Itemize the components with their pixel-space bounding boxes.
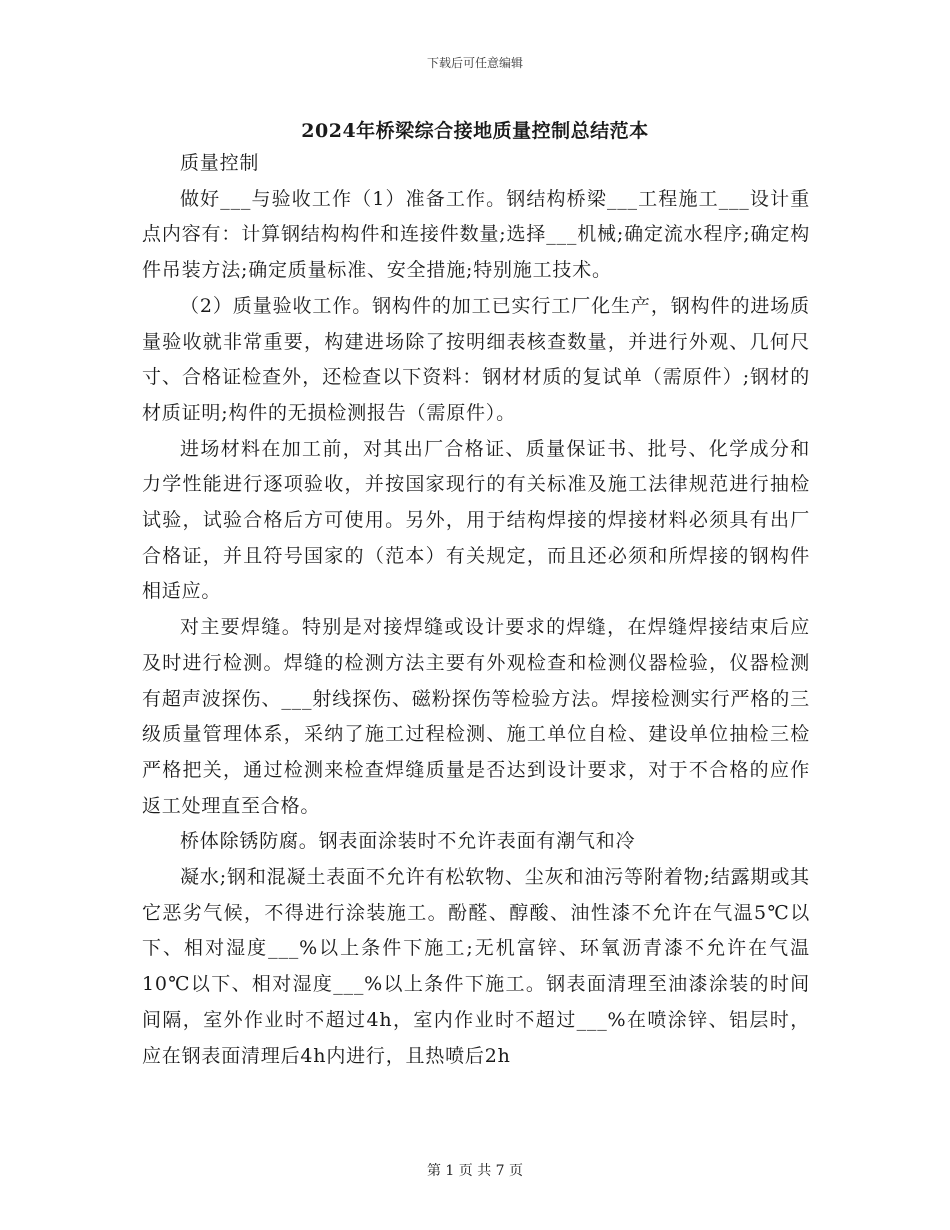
paragraph-incoming-materials: 进场材料在加工前，对其出厂合格证、质量保证书、批号、化学成分和力学性能进行逐项验收，并按国家现行的有关标准及施工法律规范进行抽检试验，试验合格后方可使用。另外，用于结构焊接的焊接材料必须具有出厂合格证，并且符号国家的（范本）有关规定，而且还必须和所焊接的钢构件相适应。 bbox=[142, 437, 810, 603]
paragraph-quality-acceptance: （2）质量验收工作。钢构件的加工已实行工厂化生产，钢构件的进场质量验收就非常重要，构建进场除了按明细表核查数量，并进行外观、几何尺寸、合格证检查外，还检查以下资料：钢材材质的复试单（需原件）;钢材的材质证明;构件的无损检测报告（需原件）。 bbox=[142, 294, 810, 424]
paragraph-preparation: 做好___与验收工作（1）准备工作。钢结构桥梁___工程施工___设计重点内容有：计算钢结构构件和连接件数量;选择___机械;确定流水程序;确定构件吊装方法;确定质量标准、安全措施;特别施工技术。 bbox=[142, 187, 810, 282]
document-body bbox=[142, 146, 810, 1074]
section-heading: 质量控制 bbox=[180, 152, 260, 174]
paragraph-anticorrosion-details: 凝水;钢和混凝土表面不允许有松软物、尘灰和油污等附着物;结露期或其它恶劣气候，不得进行涂装施工。酚醛、醇酸、油性漆不允许在气温5℃以下、相对湿度___%以上条件下施工;无机富锌、环氧沥青漆不允许在气温10℃以下、相对湿度___%以上条件下施工。钢表面清理至油漆涂装的时间间隔，室外作业时不超过4h，室内作业时不超过___%在喷涂锌、铝层时，应在钢表面清理后4h内进行，且热喷后2h bbox=[142, 866, 810, 1067]
page-number-footer: 第 1 页 共 7 页 bbox=[426, 1163, 524, 1179]
page-header-note: 下载后可任意编辑 bbox=[426, 56, 523, 70]
paragraph-main-welds: 对主要焊缝。特别是对接焊缝或设计要求的焊缝，在焊缝焊接结束后应及时进行检测。焊缝的检测方法主要有外观检查和检测仪器检验，仪器检测有超声波探伤、___射线探伤、磁粉探伤等检验方法。焊接检测实行严格的三级质量管理体系，采纳了施工过程检测、施工单位自检、建设单位抽检三检严格把关，通过检测来检查焊缝质量是否达到设计要求，对于不合格的应作返工处理直至合格。 bbox=[142, 616, 810, 817]
document-title: 2024年桥梁综合接地质量控制总结范本 bbox=[301, 120, 649, 142]
paragraph-anticorrosion-intro: 桥体除锈防腐。钢表面涂装时不允许表面有潮气和冷 bbox=[180, 830, 636, 853]
